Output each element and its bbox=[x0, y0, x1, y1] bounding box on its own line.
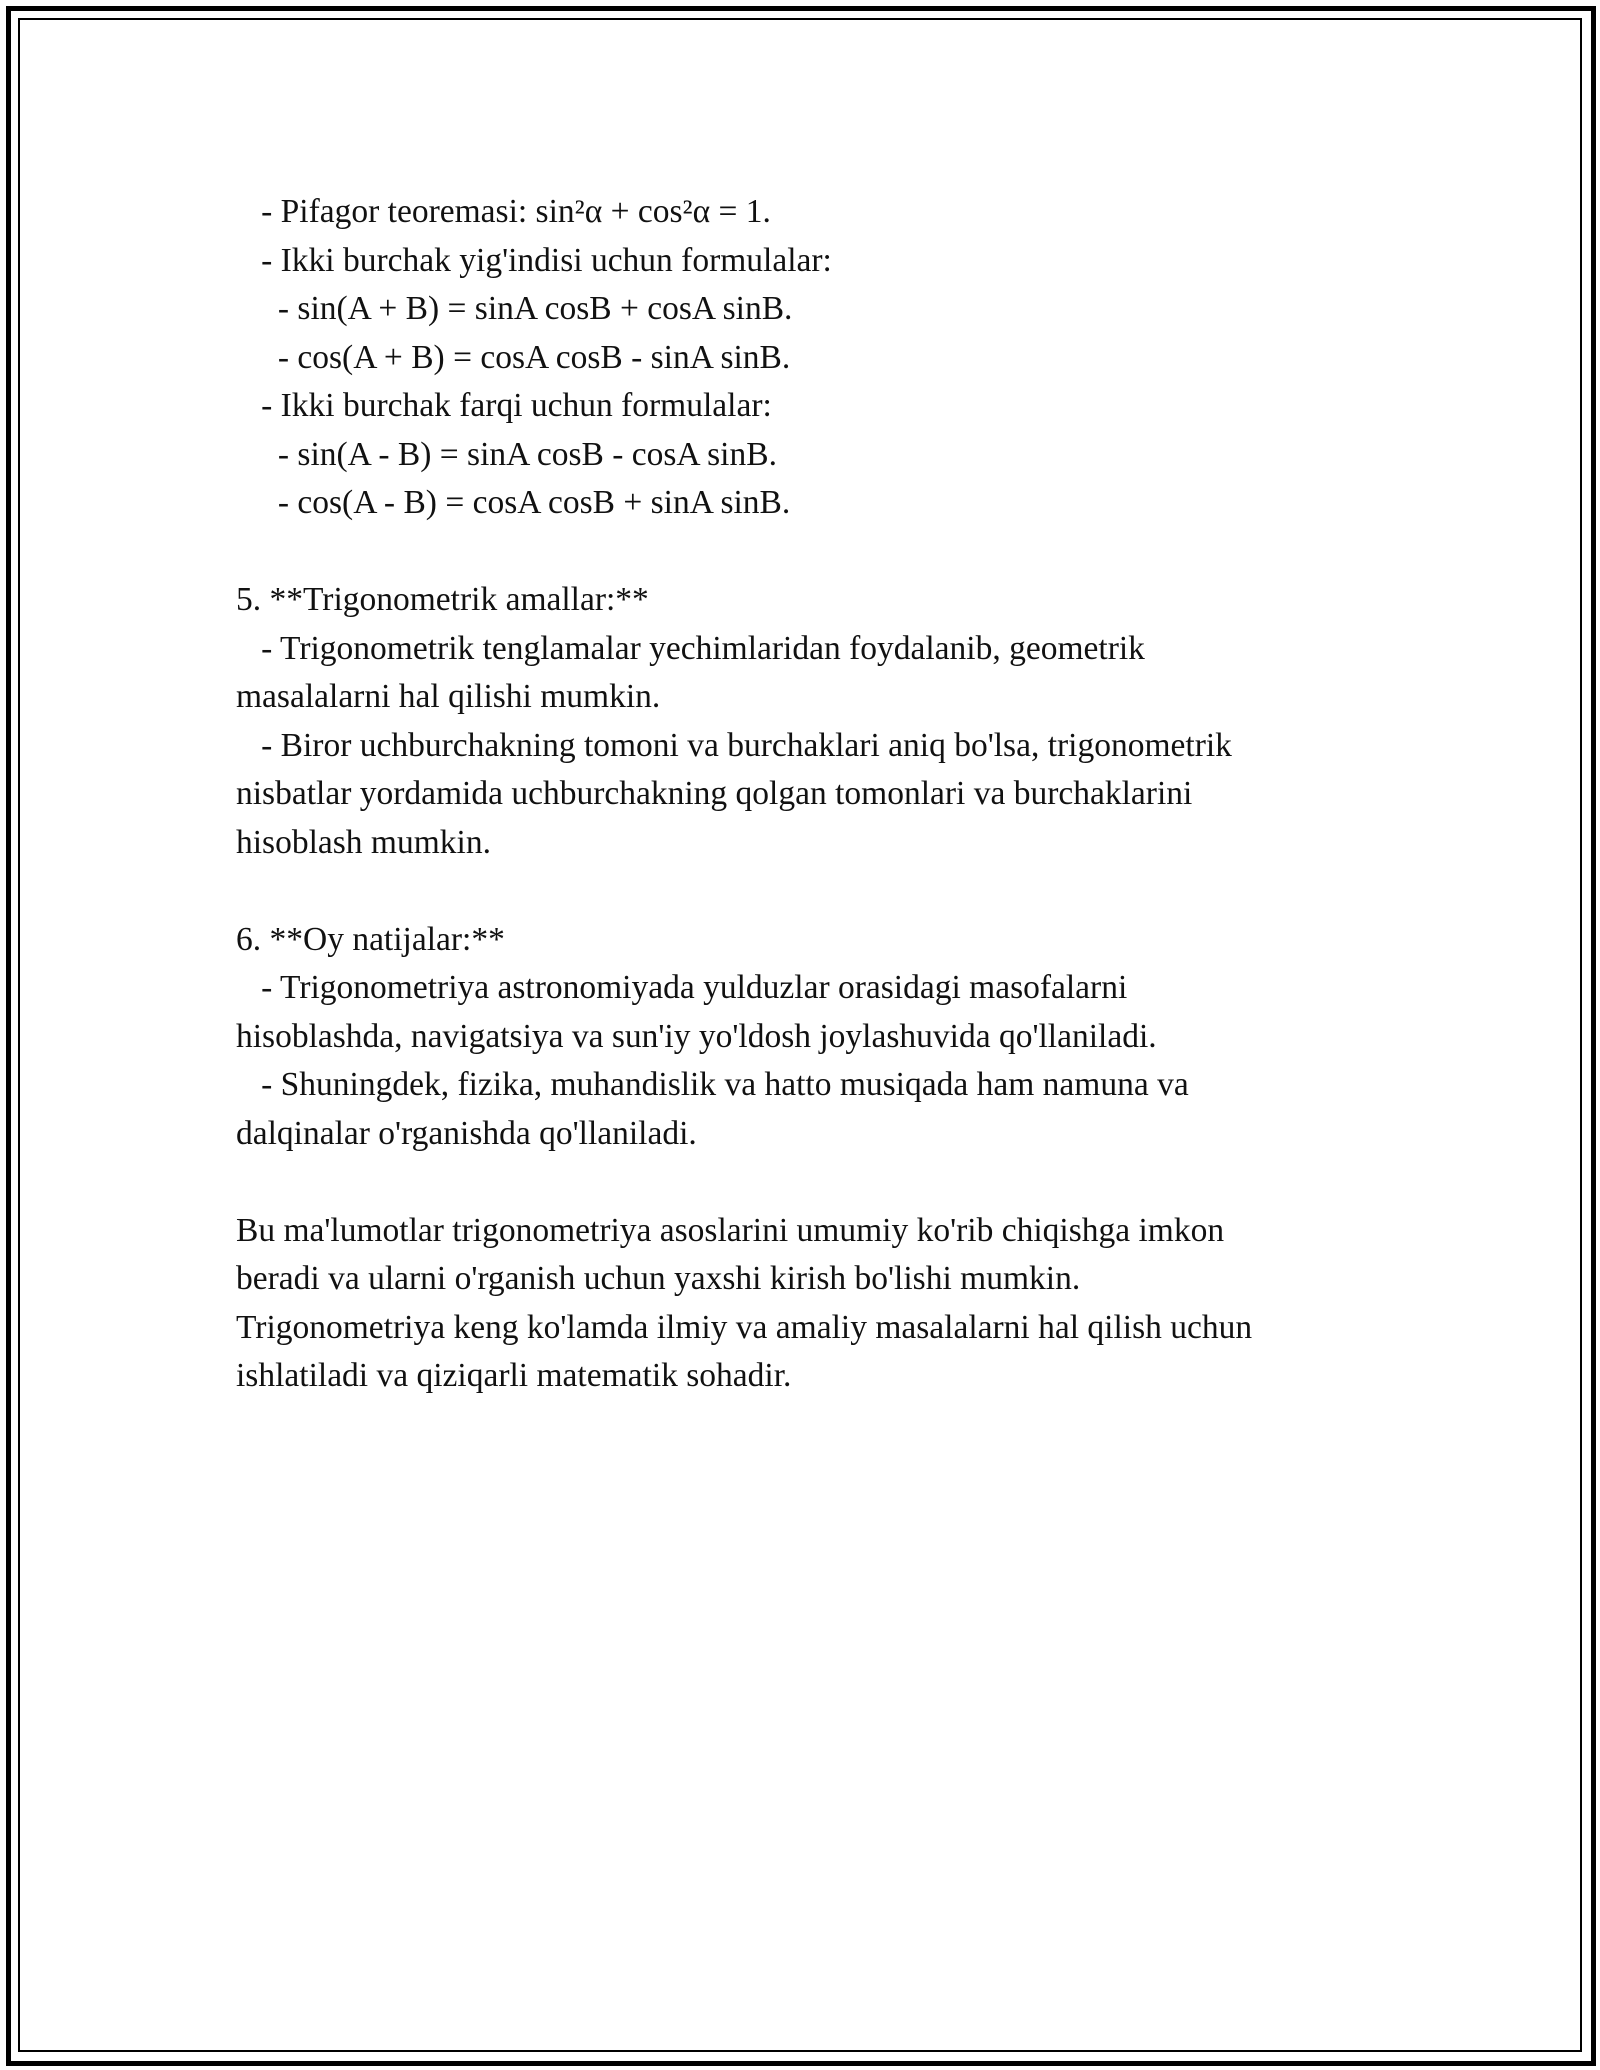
conclusion-line-2: beradi va ularni o'rganish uchun yaxshi kirish bo'lishi mumkin. bbox=[236, 1260, 1081, 1297]
blank-line bbox=[236, 528, 1396, 577]
section-6-bullet-1-line-2: hisoblashda, navigatsiya va sun'iy yo'ldosh joylashuvida qo'llaniladi. bbox=[236, 1017, 1157, 1055]
section-5-bullet-1-line-1: - Trigonometrik tenglamalar yechimlaridan foydalanib, geometrik bbox=[236, 629, 1145, 667]
conclusion-line-3: Trigonometriya keng ko'lamda ilmiy va amaliy masalalarni hal qilish uchun bbox=[236, 1308, 1253, 1346]
cos-difference-formula: - cos(A - B) = cosA cosB + sinA sinB. bbox=[236, 484, 791, 521]
blank-line bbox=[236, 867, 1396, 916]
section-5-bullet-2-line-1: - Biror uchburchakning tomoni va burchaklari aniq bo'lsa, trigonometrik bbox=[236, 726, 1232, 764]
sin-difference-formula: - sin(A - B) = sinA cosB - cosA sinB. bbox=[236, 435, 777, 473]
sum-formulas-heading: - Ikki burchak yig'indisi uchun formulalar: bbox=[236, 241, 832, 279]
section-6-bullet-2-line-1: - Shuningdek, fizika, muhandislik va hatto musiqada ham namuna va bbox=[236, 1066, 1189, 1103]
section-6-heading: 6. **Oy natijalar:** bbox=[236, 920, 505, 958]
section-6-bullet-1-line-1: - Trigonometriya astronomiyada yulduzlar orasidagi masofalarni bbox=[236, 969, 1128, 1006]
difference-formulas-heading: - Ikki burchak farqi uchun formulalar: bbox=[236, 387, 772, 424]
section-5-bullet-2-line-3: hisoblash mumkin. bbox=[236, 823, 491, 861]
conclusion-line-4: ishlatiladi va qiziqarli matematik sohadir. bbox=[236, 1357, 792, 1394]
section-6-bullet-2-line-2: dalqinalar o'rganishda qo'llaniladi. bbox=[236, 1114, 697, 1152]
cos-sum-formula: - cos(A + B) = cosA cosB - sinA sinB. bbox=[236, 338, 791, 376]
section-5-bullet-2-line-2: nisbatlar yordamida uchburchakning qolgan tomonlari va burchaklarini bbox=[236, 775, 1193, 812]
blank-line bbox=[236, 1158, 1396, 1207]
section-5-heading: 5. **Trigonometrik amallar:** bbox=[236, 581, 649, 618]
section-5-bullet-1-line-2: masalalarni hal qilishi mumkin. bbox=[236, 678, 661, 715]
sin-sum-formula: - sin(A + B) = sinA cosB + cosA sinB. bbox=[236, 290, 793, 327]
document-body bbox=[236, 188, 1396, 1401]
conclusion-line-1: Bu ma'lumotlar trigonometriya asoslarini umumiy ko'rib chiqishga imkon bbox=[236, 1211, 1225, 1249]
pythagoras-line: - Pifagor teoremasi: sin²α + cos²α = 1. bbox=[236, 193, 771, 230]
